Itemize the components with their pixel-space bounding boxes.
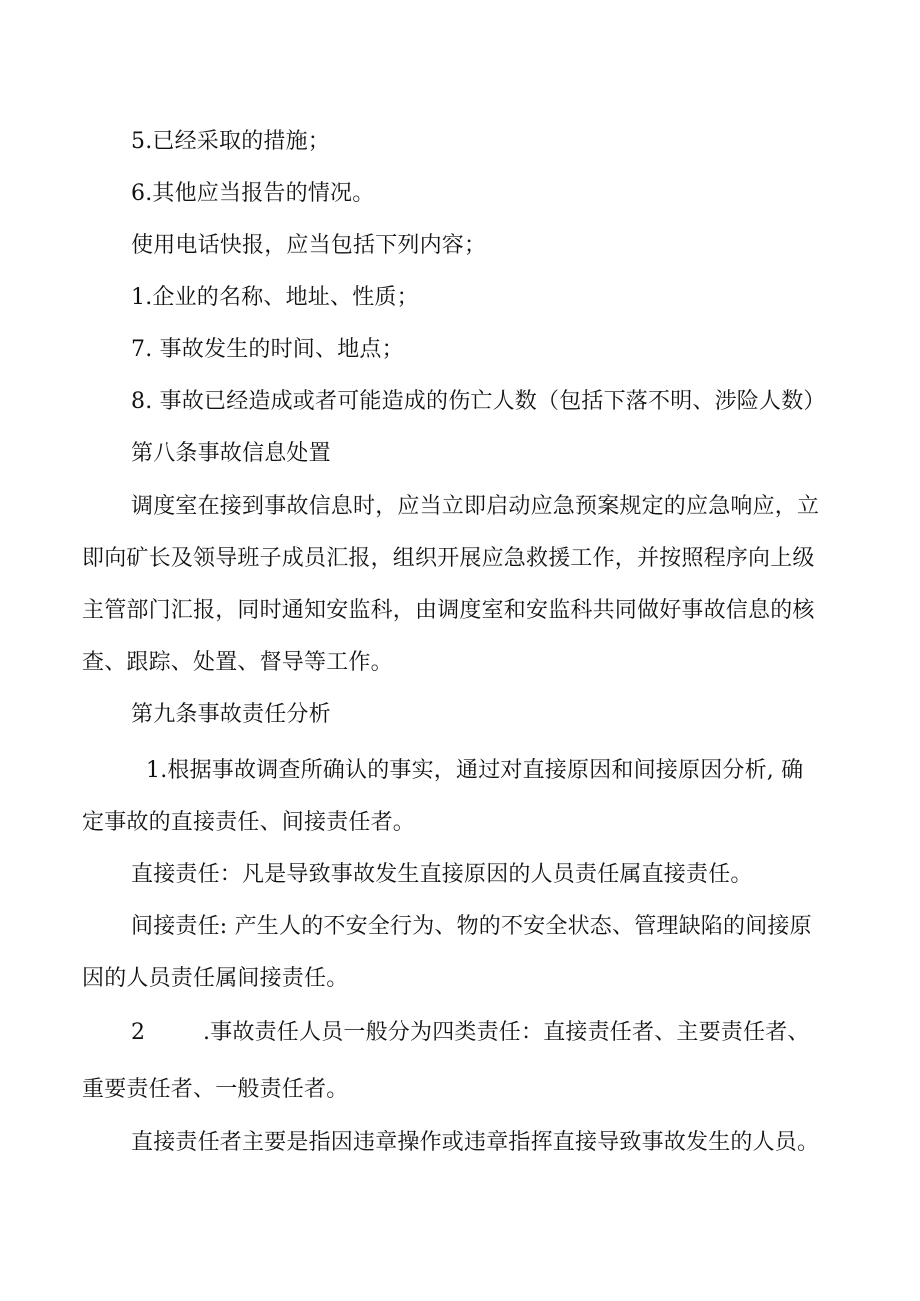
phone-report-item-1 bbox=[131, 282, 419, 314]
direct-responsible-person: 直接责任者主要是指因违章操作或违章指挥直接导致事故发生的人员。 bbox=[131, 1130, 820, 1155]
article-8-body-line: 查、跟踪、处置、督导等工作。 bbox=[82, 650, 393, 675]
article-9-point-2-line: 重要责任者、一般责任者。 bbox=[82, 1077, 349, 1102]
article-8-body-line: 即向矿长及领导班子成员汇报，组织开展应急救援工作，并按照程序向上级 bbox=[82, 546, 815, 571]
list-number: 6 bbox=[131, 181, 146, 206]
list-item-6 bbox=[131, 178, 374, 210]
article-9-point-1-line bbox=[146, 755, 803, 787]
list-text: . 事故发生的时间、地点； bbox=[145, 337, 404, 362]
list-text: 企业的名称、地址、性质； bbox=[152, 285, 419, 310]
phone-report-intro: 使用电话快报，应当包括下列内容； bbox=[131, 233, 487, 258]
article-8-heading: 第八条事故信息处置 bbox=[131, 441, 331, 466]
list-number: 7 bbox=[131, 337, 146, 362]
list-text: .根据事故调查所确认的事实，通过对直接原因和间接原因分析, 确 bbox=[160, 758, 804, 783]
list-text: .其他应当报告的情况。 bbox=[145, 181, 375, 206]
list-number: 2 bbox=[131, 1020, 146, 1045]
article-9-point-2-line: .事故责任人员一般分为四类责任：直接责任者、主要责任者、 bbox=[203, 1020, 810, 1045]
phone-report-item-8 bbox=[131, 386, 859, 418]
indirect-responsibility-line: 因的人员责任属间接责任。 bbox=[82, 966, 349, 991]
list-number: 1. bbox=[131, 285, 153, 310]
list-number: 5 bbox=[131, 129, 146, 154]
article-9-heading: 第九条事故责任分析 bbox=[131, 702, 331, 727]
article-9-point-1-line: 定事故的直接责任、间接责任者。 bbox=[82, 810, 416, 835]
article-8-body-line: 主管部门汇报，同时通知安监科，由调度室和安监科共同做好事故信息的核 bbox=[82, 598, 815, 623]
list-text: . 事故已经造成或者可能造成的伤亡人数（包括下落不明、涉险人数） bbox=[145, 389, 826, 414]
list-item-5 bbox=[131, 126, 330, 158]
list-number: 8 bbox=[131, 389, 146, 414]
indirect-responsibility-line: 间接责任: 产生人的不安全行为、物的不安全状态、管理缺陷的间接原 bbox=[131, 914, 812, 939]
list-number: 1 bbox=[146, 758, 161, 783]
phone-report-item-7 bbox=[131, 334, 404, 366]
article-8-body-line: 调度室在接到事故信息时，应当立即启动应急预案规定的应急响应，立 bbox=[131, 494, 820, 519]
direct-responsibility: 直接责任：凡是导致事故发生直接原因的人员责任属直接责任。 bbox=[131, 862, 753, 887]
article-9-point-2-line bbox=[131, 1017, 145, 1049]
list-text: .已经采取的措施； bbox=[145, 129, 330, 154]
